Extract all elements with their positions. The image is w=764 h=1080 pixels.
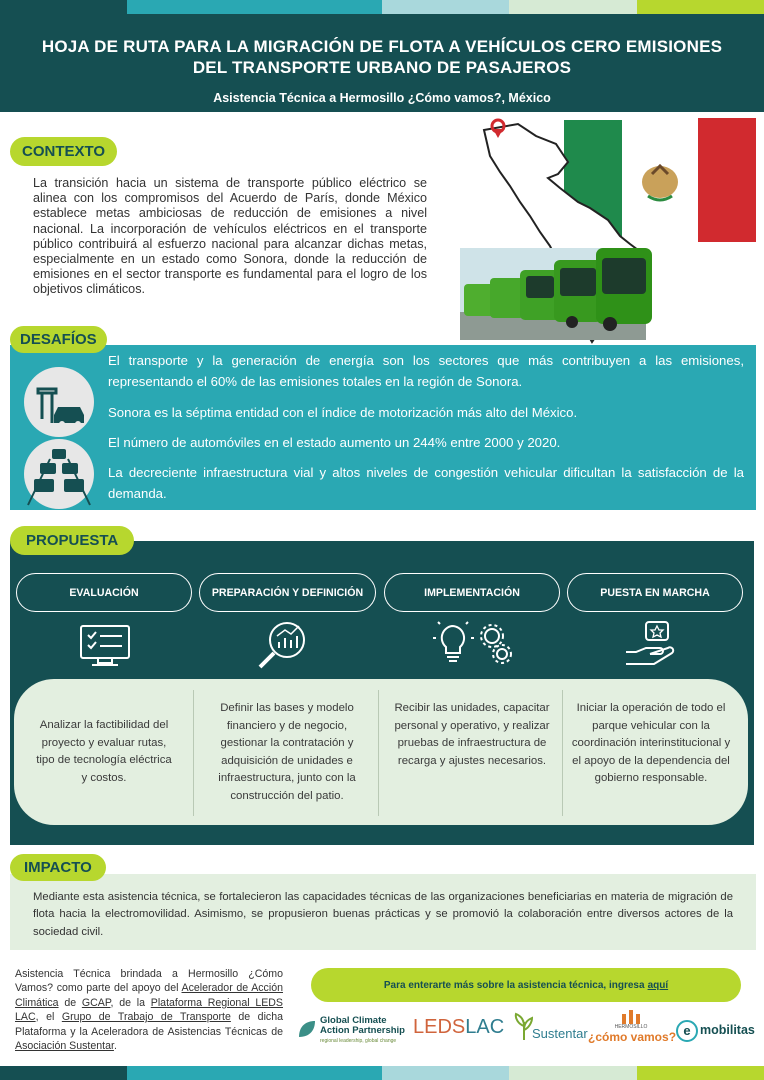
link-leds-lac[interactable]: Plataforma Regional LEDS LAC bbox=[15, 996, 283, 1024]
page-title: HOJA DE RUTA PARA LA MIGRACIÓN DE FLOTA A VEHÍCULOS CERO EMISIONES DEL TRANSPORTE URBANO DE PASAJEROS bbox=[41, 37, 723, 77]
emobilitas-logo: e mobilitas bbox=[676, 1020, 758, 1044]
column-divider bbox=[193, 690, 194, 816]
impacto-text: Mediante esta asistencia técnica, se fortalecieron las capacidades técnicas de las organizaciones beneficiarias en materia de migración de flota hacia la electromovilidad. Asimismo, se propusieron buenas prácticas y se promovió la colaboración entre diversos actores de la sociedad civil. bbox=[33, 891, 733, 938]
phase-evaluacion-text: Analizar la factibilidad del proyecto y evaluar rutas, tipo de tecnología eléctrica y costos. bbox=[36, 719, 172, 784]
emobilitas-e-icon: e bbox=[676, 1020, 698, 1042]
desafio-item: La decreciente infraestructura vial y altos niveles de congestión vehicular dificultan la satisfacción de la demanda. bbox=[108, 465, 744, 501]
magnifier-chart-icon bbox=[255, 616, 315, 672]
top-color-stripe bbox=[0, 0, 764, 14]
flag-emblem-icon bbox=[642, 166, 678, 200]
column-divider bbox=[378, 690, 379, 816]
desafios-panel bbox=[10, 345, 756, 510]
phase-evaluacion-pill: EVALUACIÓN bbox=[16, 573, 192, 612]
contexto-text: La transición hacia un sistema de transporte público eléctrico se alinea con los compromisos del Acuerdo de París, donde México establece metas ambiciosas de reducción de emisiones a nivel nacional. La incorporación de vehículos eléctricos en el transporte público contribuirá al esfuerzo nacional para alcanzar dichas metas, especialmente en un estado como Sonora, donde la reducción de emisiones en el sector transporte es fundamental para el logro de los objetivos climáticos. bbox=[33, 176, 427, 297]
more-info-bar: Para enterarte más sobre la asistencia técnica, ingresa aquí bbox=[311, 968, 741, 1002]
column-divider bbox=[562, 690, 563, 816]
bottom-color-stripe bbox=[0, 1066, 764, 1080]
phase-puesta-text: Iniciar la operación de todo el parque vehicular con la coordinación interinstitucional y el apoyo de la dependencia del gobierno responsable. bbox=[571, 702, 731, 784]
mexico-map-flag-bus-illustration bbox=[460, 116, 760, 346]
phase-preparacion-text: Definir las bases y modelo financiero y de negocio, gestionar la contratación y adquisición de unidades e infraestructura, junto con la construcción del patio. bbox=[218, 702, 356, 802]
city-car-icon bbox=[24, 367, 94, 437]
desafio-item: El número de automóviles en el estado aumento un 244% entre 2000 y 2020. bbox=[108, 435, 561, 450]
desafios-label: DESAFÍOS bbox=[10, 326, 107, 353]
phase-puesta-pill: PUESTA EN MARCHA bbox=[567, 573, 743, 612]
more-info-link[interactable]: aquí bbox=[647, 979, 669, 991]
gcap-leaf-icon bbox=[296, 1018, 318, 1040]
desafio-item: El transporte y la generación de energía son los sectores que más contribuyen a las emisiones, representando el 60% de las emisiones totales en la región de Sonora. bbox=[108, 353, 744, 389]
desafio-item: Sonora es la séptima entidad con el índice de motorización más alto del México. bbox=[108, 405, 578, 420]
page-subtitle: Asistencia Técnica a Hermosillo ¿Cómo vamos?, México bbox=[213, 91, 551, 105]
phase-preparacion-pill: PREPARACIÓN Y DEFINICIÓN bbox=[199, 573, 376, 612]
traffic-jam-icon bbox=[24, 439, 94, 509]
lightbulb-gears-icon bbox=[432, 618, 516, 668]
link-grupo-transporte[interactable]: Grupo de Trabajo de Transporte bbox=[61, 1011, 231, 1024]
link-sustentar[interactable]: Asociación Sustentar bbox=[15, 1040, 114, 1053]
phase-implementacion-pill: IMPLEMENTACIÓN bbox=[384, 573, 560, 612]
link-acelerador[interactable]: Acelerador de Acción Climática bbox=[15, 982, 283, 1009]
footer-credits: Asistencia Técnica brindada a Hermosillo ¿Cómo Vamos? como parte del apoyo del Acelerador de Acción Climática de GCAP, de la Plataforma Regional LEDS LAC, el Grupo de Trabajo de Transporte de dicha Plataforma y la Aceleradora de Asistencias Técnicas de Asociación Sustentar. bbox=[15, 968, 284, 1053]
electric-buses-photo bbox=[460, 248, 652, 340]
leds-lac-logo: LEDSLAC bbox=[413, 1016, 505, 1038]
header-banner bbox=[0, 14, 764, 112]
impacto-label: IMPACTO bbox=[10, 854, 106, 881]
hand-star-icon bbox=[624, 618, 686, 668]
hermosillo-building-icon bbox=[620, 1010, 642, 1024]
sustentar-logo: Sustentar bbox=[512, 1012, 584, 1046]
checklist-monitor-icon bbox=[78, 623, 132, 667]
hermosillo-como-vamos-logo: HERMOSILLO ¿cómo vamos? bbox=[588, 1010, 674, 1046]
phase-implementacion-text: Recibir las unidades, capacitar personal y operativo, y realizar pruebas de infraestructura de recarga y ajustes necesarios. bbox=[394, 702, 550, 767]
propuesta-label: PROPUESTA bbox=[10, 526, 134, 555]
link-gcap[interactable]: GCAP bbox=[81, 996, 111, 1009]
contexto-label: CONTEXTO bbox=[10, 137, 117, 166]
